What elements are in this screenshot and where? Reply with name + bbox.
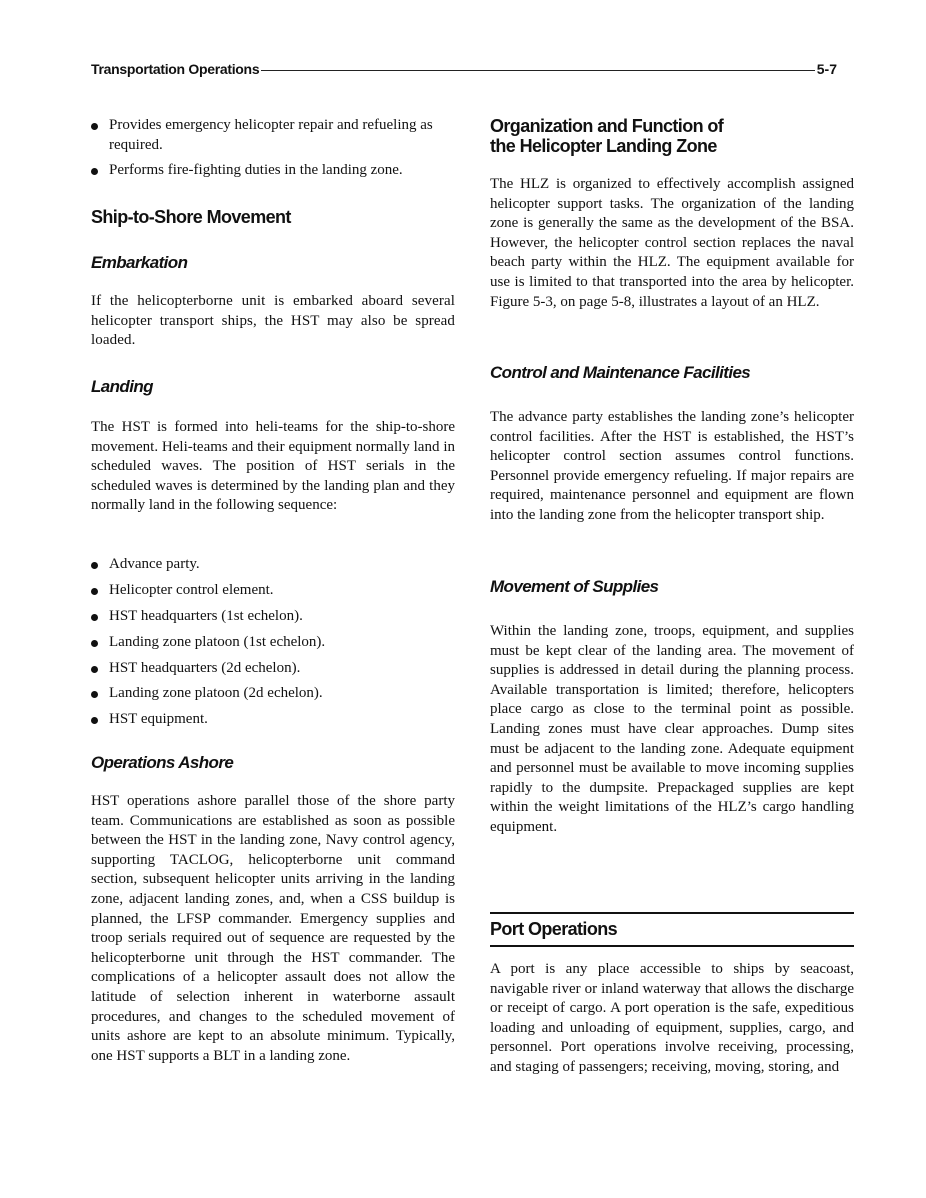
page-number: 5-7 xyxy=(816,61,837,77)
header-rule xyxy=(261,70,814,71)
section-heading-box-port-operations xyxy=(490,912,854,947)
section-heading-port-operations: Port Operations xyxy=(490,919,618,939)
list-item: Provides emergency helicopter repair and refueling as required. xyxy=(91,116,455,155)
bullet-icon xyxy=(91,123,98,130)
list-item: Landing zone platoon (2d echelon). xyxy=(91,684,455,704)
subsection-heading-embarkation: Embarkation xyxy=(91,253,188,272)
list-item: Landing zone platoon (1st echelon). xyxy=(91,633,455,653)
subsection-heading-landing: Landing xyxy=(91,377,153,396)
paragraph-organization: The HLZ is organized to effectively accomplish assigned helicopter support tasks. The organization of the landing zone is generally the same as the development of the BSA. However, the helicopter control section replaces the naval beach party within the HLZ. The equipment available for use is limited to that transported into the area by helicopter. Figure 5-3, on page 5-8, illustrates a layout of an HLZ. xyxy=(490,176,854,310)
list-item: HST headquarters (1st echelon). xyxy=(91,607,455,627)
bullet-icon xyxy=(91,168,98,175)
landing-sequence-list xyxy=(91,555,455,730)
list-item: Helicopter control element. xyxy=(91,581,455,601)
list-item: Performs fire-fighting duties in the landing zone. xyxy=(91,161,455,181)
subsection-heading-control-maintenance: Control and Maintenance Facilities xyxy=(490,363,751,382)
bullet-icon xyxy=(91,666,98,673)
list-item: Advance party. xyxy=(91,555,455,575)
subsection-heading-operations-ashore: Operations Ashore xyxy=(91,753,234,772)
bullet-icon xyxy=(91,717,98,724)
paragraph-port-operations: A port is any place accessible to ships by seacoast, navigable river or inland waterway that allows the discharge or receipt of cargo. A port operation is the safe, expeditious loading and unloading of equipment, supplies, cargo, and personnel. Port operations involve receiving, processing, and staging of passengers; receiving, moving, storing, and xyxy=(490,961,854,1075)
paragraph-movement-of-supplies: Within the landing zone, troops, equipment, and supplies must be kept clear of the landing area. The movement of supplies is addressed in detail during the planning process. Available transportation is limited; therefore, helicopters place cargo as close to the terminal point as possible. Landing zones must have clear approaches. Dump sites must be adjacent to the landing zone. Adequate equipment and personnel must be available to move incoming supplies rapidly to the dumpsite. Prepackaged supplies are kept within the weight limitations of the HLZ’s cargo handling equipment. xyxy=(490,623,854,835)
section-heading-ship-to-shore: Ship-to-Shore Movement xyxy=(91,207,291,227)
bullet-icon xyxy=(91,640,98,647)
subsection-heading-movement-of-supplies: Movement of Supplies xyxy=(490,577,659,596)
list-item: HST equipment. xyxy=(91,710,455,730)
bullet-icon xyxy=(91,614,98,621)
bullet-icon xyxy=(91,691,98,698)
intro-bullet-list xyxy=(91,116,455,181)
bullet-icon xyxy=(91,588,98,595)
paragraph-embarkation: If the helicopterborne unit is embarked aboard several helicopter transport ships, the HST may also be spread loaded. xyxy=(91,293,455,349)
chapter-title: Transportation Operations xyxy=(91,61,260,77)
section-heading-organization: Organization and Function of the Helicopter Landing Zone xyxy=(490,116,724,156)
paragraph-control-maintenance: The advance party establishes the landing zone’s helicopter control facilities. After the HST is established, the HST’s helicopter control section assumes control functions. Personnel provide emergency refueling. If major repairs are required, maintenance personnel and equipment are flown into the landing zone from the helicopter transport ship. xyxy=(490,409,854,523)
running-header xyxy=(91,60,837,78)
paragraph-operations-ashore: HST operations ashore parallel those of the shore party team. Communications are established as soon as possible between the HST in the landing zone, Navy control agency, supporting TACLOG, helicopterborne unit command section, subsequent helicopter units arriving in the landing zone, adjacent landing zones, and, when a CSS buildup is planned, the LFSP commander. Emergency supplies and troop serials required out of sequence are requested by the helicopterborne unit through the HST commander. The complications of a helicopter assault does not allow the latitude of selection inherent in waterborne assault procedures, and changes to the scheduled movement of units ashore are kept to an absolute minimum. Typically, one HST supports a BLT in a landing zone. xyxy=(91,793,455,1064)
list-item: HST headquarters (2d echelon). xyxy=(91,659,455,679)
paragraph-landing: The HST is formed into heli-teams for the ship-to-shore movement. Heli-teams and their equipment normally land in scheduled waves. The position of HST serials in the scheduled waves is determined by the landing plan and they normally land in the following sequence: xyxy=(91,419,455,514)
bullet-icon xyxy=(91,562,98,569)
